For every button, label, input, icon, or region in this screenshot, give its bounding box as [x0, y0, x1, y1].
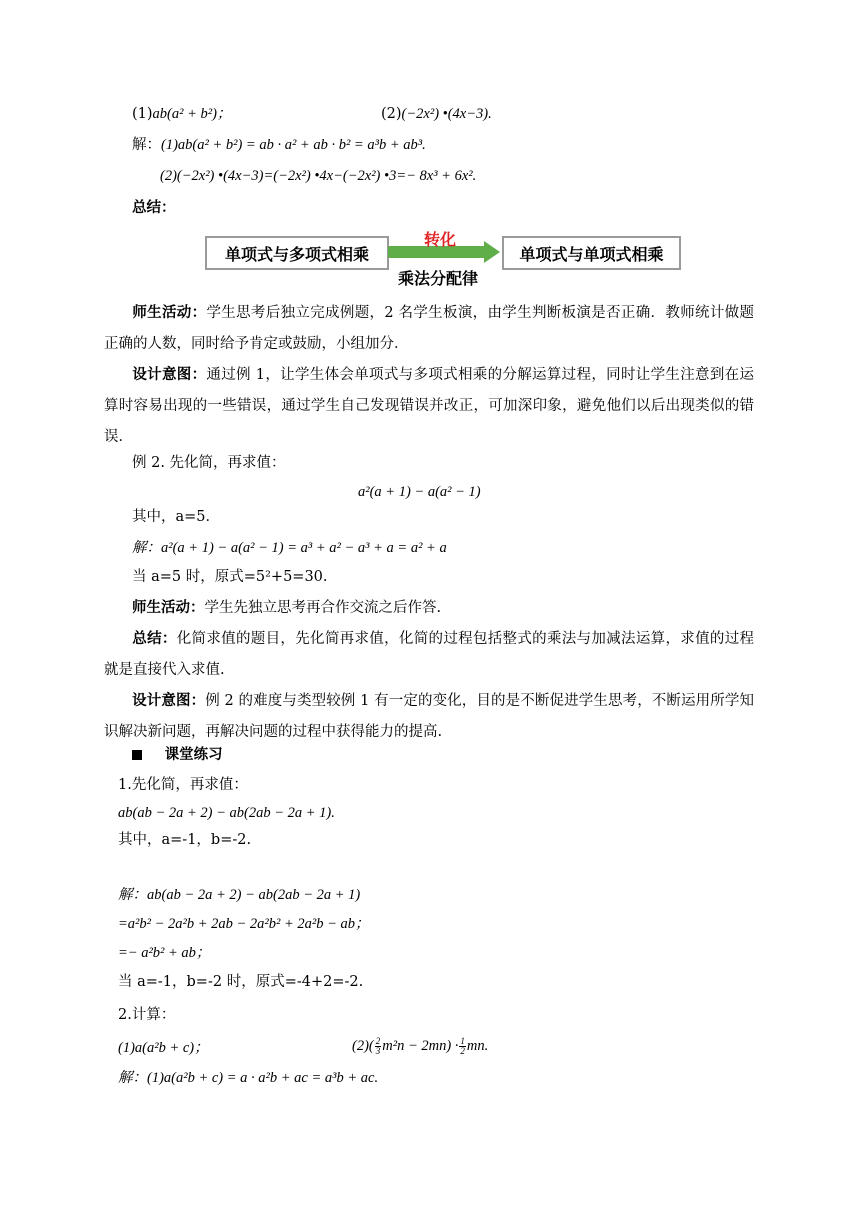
practice-q2-part1: (1)a(a²b + c)； [118, 1040, 209, 1056]
ex1-part2: (2)(−2x²) •(4x−3). [381, 106, 492, 122]
ex1-solution-2: (2)(−2x²) •(4x−3)=(−2x²) •4x−(−2x²) •3=− 8x³ + 6x². [160, 168, 477, 184]
practice-q1-solution-1: 解：ab(ab − 2a + 2) − ab(2ab − 2a + 1) [118, 887, 361, 903]
practice-q1-solution-2: =a²b² − 2a²b + 2ab − 2a²b² + 2a²b − ab； [118, 916, 370, 932]
practice-q1-expression: ab(ab − 2a + 2) − ab(2ab − 2a + 1). [118, 805, 335, 821]
square-bullet-icon [132, 750, 142, 760]
ex1-part1: (1)ab(a² + b²)； [132, 106, 232, 122]
activity-1: 师生活动：学生思考后独立完成例题，2 名学生板演，由学生判断板演是否正确．教师统计做题正确的人数，同时给予肯定或鼓励，小组加分． [104, 305, 754, 352]
diagram-right-box: 单项式与单项式相乘 [502, 236, 681, 270]
fraction-2-3: $\frac{2}{3}$ [375, 1036, 381, 1057]
practice-q1-solution-3: =− a²b² + ab； [118, 945, 211, 961]
diagram-top-label: 转化 [424, 230, 457, 249]
practice-q2-title: 2.计算： [118, 1007, 176, 1023]
practice-q1-result: 当 a=-1，b=-2 时，原式=-4+2=-2. [118, 974, 364, 990]
practice-heading: 课堂练习 [132, 745, 223, 765]
diagram-bottom-label: 乘法分配律 [398, 269, 479, 288]
ex2-given: 其中，a=5． [132, 509, 221, 525]
ex2-result: 当 a=5 时，原式=5²+5=30. [132, 569, 328, 585]
practice-q1-title: 1.先化简，再求值： [118, 777, 248, 793]
summary-2: 总结：化简求值的题目，先化简再求值，化简的过程包括整式的乘法与加减法运算，求值的过程就是直接代入求值. [104, 631, 755, 678]
activity-2: 师生活动：学生先独立思考再合作交流之后作答. [132, 600, 442, 616]
ex2-expression: a²(a + 1) − a(a² − 1) [358, 484, 481, 500]
practice-q2-solution-1: 解：(1)a(a²b + c) = a · a²b + ac = a³b + ac. [118, 1070, 379, 1086]
practice-q1-given: 其中，a=-1，b=-2. [118, 832, 252, 848]
ex2-solution: 解：a²(a + 1) − a(a² − 1) = a³ + a² − a³ + a = a² + a [132, 540, 447, 556]
practice-q2-part2: (2)( $\frac{2}{3}$ m²n − 2mn) · $\frac{1}{2}$ mn. [352, 1036, 489, 1057]
ex2-title: 例 2. 先化简，再求值： [132, 455, 286, 471]
diagram-left-box: 单项式与多项式相乘 [205, 236, 389, 270]
ex1-solution-1: 解：(1)ab(a² + b²) = ab · a² + ab · b² = a³b + ab³. [132, 137, 426, 153]
fraction-1-2: $\frac{1}{2}$ [460, 1036, 465, 1057]
summary-heading: 总结： [132, 200, 176, 216]
design-intent-2: 设计意图：例 2 的难度与类型较例 1 有一定的变化，目的是不断促进学生思考，不断运用所学知识解决新问题，再解决问题的过程中获得能力的提高. [104, 693, 754, 740]
design-intent-1: 设计意图：通过例 1，让学生体会单项式与多项式相乘的分解运算过程，同时让学生注意到在运算时容易出现的一些错误，通过学生自己发现错误并改正，可加深印象，避免他们以后出现类似的错误． [104, 367, 754, 445]
